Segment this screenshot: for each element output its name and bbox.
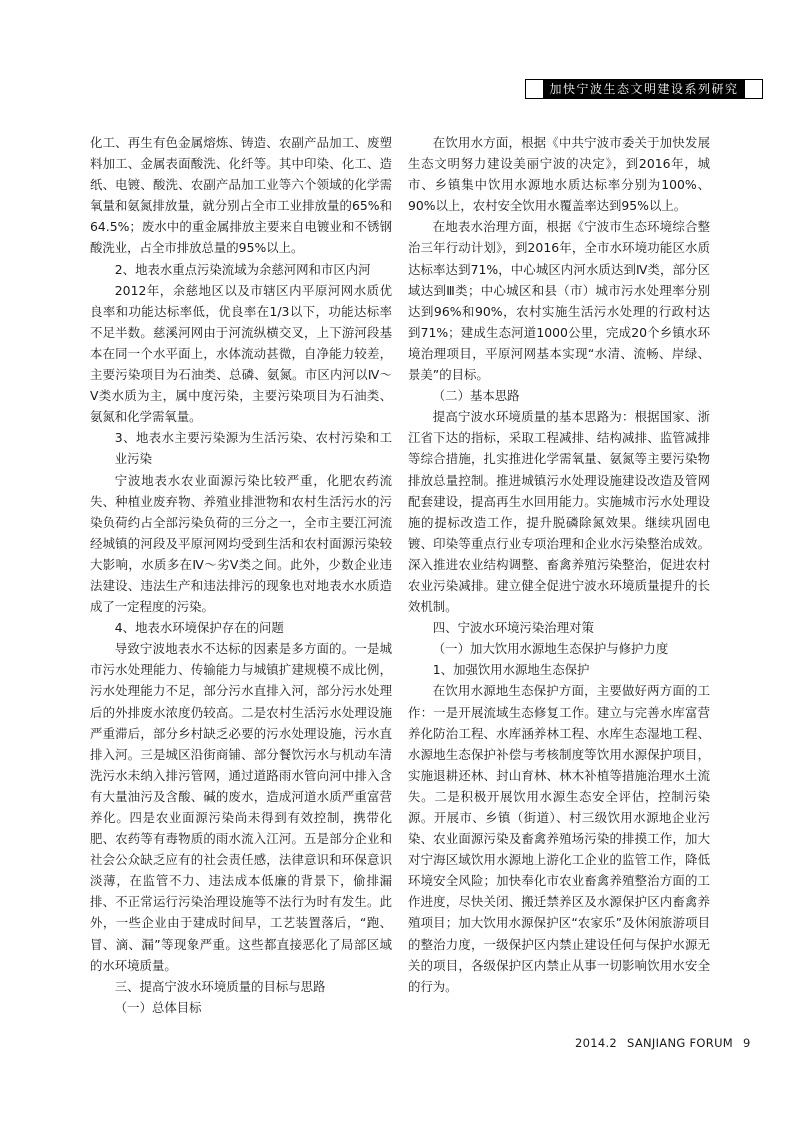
series-title-box <box>525 79 763 99</box>
journal-name: SANJIANG FORUM <box>627 1036 734 1050</box>
paragraph: 化工、再生有色金属熔炼、铸造、农副产品加工、废塑料加工、金属表面酸洗、化纤等。其中印染、化工、造纸、电镀、酸洗、农副产品加工业等六个领域的化学需氧量和氨氮排放量，就分别占全市工业排放量的65%和64.5%；废水中的重金属排放主要来自电镀业和不锈钢酸洗业，占全市排放总量的95%以上。 <box>90 135 392 256</box>
section-heading: 2、地表水重点污染流域为余慈河网和市区内河 <box>114 261 371 277</box>
section-heading: 三、提高宁波水环境质量的目标与思路 <box>114 978 326 994</box>
left-column <box>90 132 392 1018</box>
paragraph: 2012年，余慈地区以及市辖区内平原河网水质优良率和功能达标率低，优良率在1/3以下，功能达标率不足半数。慈溪河网由于河流纵横交叉，上下游河段基本在同一个水平面上，水体流动甚微，自净能力较差，主要污染项目为石油类、总磷、氨氮。市区内河以Ⅳ～Ⅴ类水质为主，属中度污染，主要污染项目为石油类、氨氮和化学需氧量。 <box>90 282 392 425</box>
paragraph: 在饮用水源地生态保护方面，主要做好两方面的工作：一是开展流域生态修复工作。建立与完善水库富营养化防治工程、水库涵养林工程、水库生态湿地工程、水源地生态保护补偿与考核制度等饮用水源保护项目，实施退耕还林、封山育林、林木补植等措施治理水土流失。二是积极开展饮用水源生态安全评估，控制污染源。开展市、乡镇（街道）、村三级饮用水源地企业污染、农业面源污染及畜禽养殖场污染的排摸工作，加大对宁海区域饮用水源地上游化工企业的监管工作，降低环境安全风险；加快奉化市农业畜禽养殖整治方面的工作进度，尽快关闭、搬迁禁养区及水源保护区内畜禽养殖项目；加大饮用水源保护区“农家乐”及休闲旅游项目的整治力度，一级保护区内禁止建设任何与保护水源无关的项目，各级保护区内禁止从事一切影响饮用水安全的行为。 <box>408 683 710 994</box>
paragraph: 提高宁波水环境质量的基本思路为：根据国家、浙江省下达的指标，采取工程减排、结构减排、监管减排等综合措施，扎实推进化学需氧量、氨氮等主要污染物排放总量控制。推进城镇污水处理设施建设改造及管网配套建设，提高再生水回用能力。实施城市污水处理设施的提标改造工作，提升脱磷除氮效果。继续巩固电镀、印染等重点行业专项治理和企业水污染整治成效。深入推进农业结构调整、畜禽养殖污染整治，促进农村农业污染减排。建立健全促进宁波水环境质量提升的长效机制。 <box>408 409 710 615</box>
paragraph: 在地表水治理方面，根据《宁波市生态环境综合整治三年行动计划》，到2016年，全市水环境功能区水质达标率达到71%，中心城区内河水质达到Ⅳ类，部分区域达到Ⅲ类；中心城区和县（市）城市污水处理率分别达到96%和90%，农村实施生活污水处理的行政村达到71%；建成生态河道1000公里，完成20个乡镇水环境治理项目，平原河网基本实现“水清、流畅、岸绿、景美”的目标。 <box>408 219 710 383</box>
paragraph: 宁波地表水农业面源污染比较严重，化肥农药流失、种植业废弃物、养殖业排泄物和农村生活污水的污染负荷约占全部污染负荷的三分之一，全市主要江河流经城镇的河段及平原河网均受到生活和农村面源污染较大影响，水质多在Ⅳ～劣Ⅴ类之间。此外，少数企业违法建设、违法生产和违法排污的现象也对地表水水质造成了一定程度的污染。 <box>90 472 392 615</box>
right-column <box>408 132 710 997</box>
paragraph: 导致宁波地表水不达标的因素是多方面的。一是城市污水处理能力、传输能力与城镇扩建规模不成比例，污水处理能力不足，部分污水直排入河，部分污水处理后的外排废水浓度仍较高。二是农村生活污水处理设施严重滞后，部分乡村缺乏必要的污水处理设施，污水直排入河。三是城区沿街商铺、部分餐饮污水与机动车清洗污水未纳入排污管网，通过道路雨水管向河中排入含有大量油污及含酸、碱的废水，造成河道水质严重富营养化。四是农业面源污染尚未得到有效控制，携带化肥、农药等有毒物质的雨水流入江河。五是部分企业和社会公众缺乏应有的社会责任感，法律意识和环保意识淡薄，在监管不力、违法成本低廉的背景下，偷排漏排、不正常运行污染治理设施等不法行为时有发生。此外，一些企业由于建成时间早，工艺装置落后，“跑、冒、滴、漏”等现象严重。这些都直接恶化了局部区域的水环境质量。 <box>90 641 392 973</box>
issue-number: 2014.2 <box>575 1036 618 1050</box>
section-heading: 4、地表水环境保护存在的问题 <box>114 620 284 636</box>
page-number: 9 <box>742 1036 751 1050</box>
section-heading: 3、地表水主要污染源为生活污染、农村污染和工业污染 <box>114 430 392 467</box>
page-footer <box>575 1036 757 1050</box>
paragraph: 在饮用水方面，根据《中共宁波市委关于加快发展生态文明努力建设美丽宁波的决定》，到2016年，城市、乡镇集中饮用水源地水质达标率分别为100%、90%以上，农村安全饮用水覆盖率达到95%以上。 <box>408 135 710 214</box>
section-heading: （一）加大饮用水源地生态保护与修护力度 <box>432 641 669 657</box>
series-title: 加快宁波生态文明建设系列研究 <box>543 80 744 99</box>
section-heading: （一）总体目标 <box>114 999 202 1015</box>
section-heading: 四、宁波水环境污染治理对策 <box>432 620 594 636</box>
section-heading: 1、加强饮用水源地生态保护 <box>432 662 590 678</box>
section-heading: （二）基本思路 <box>432 388 520 404</box>
